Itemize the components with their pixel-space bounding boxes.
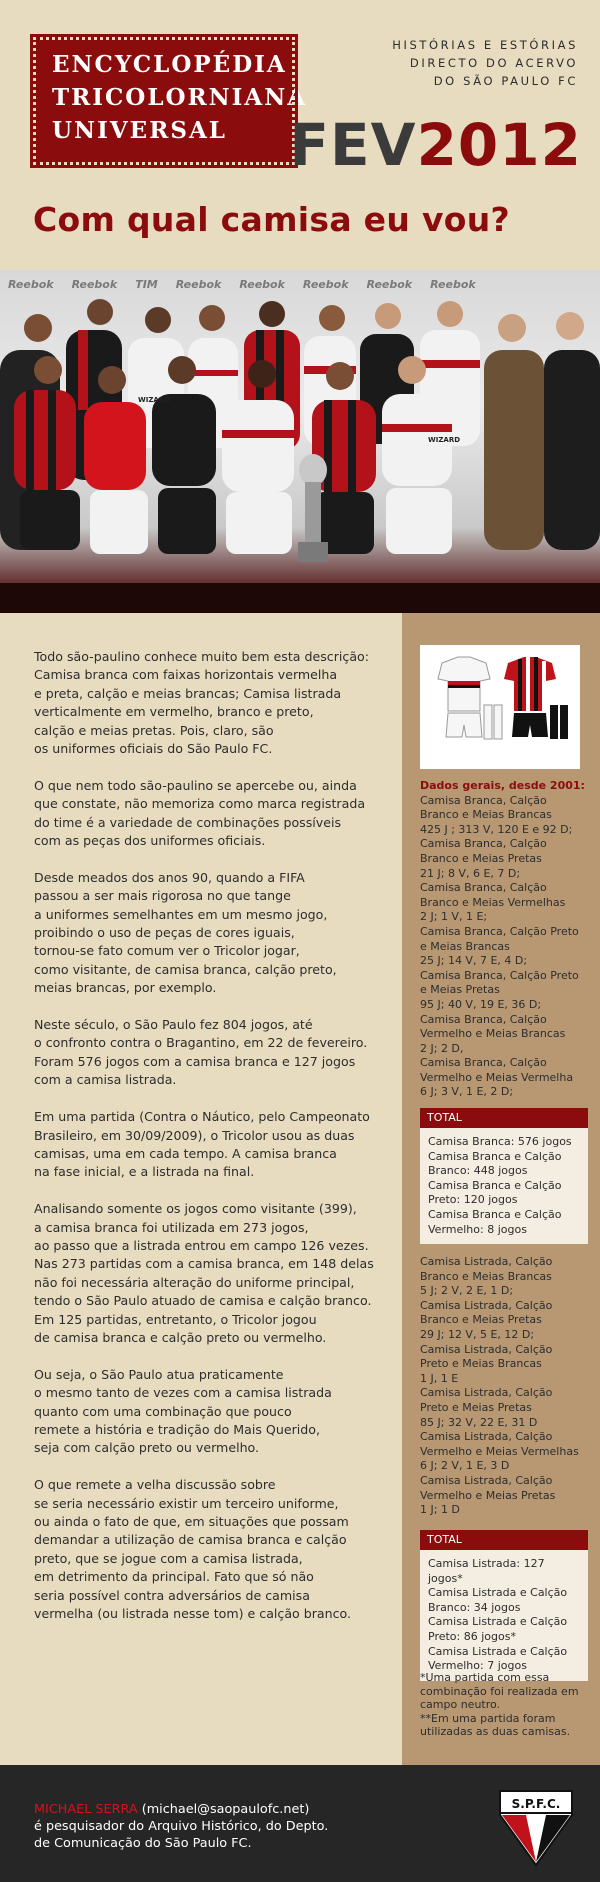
- article-line: que constate, não memoriza como marca registrada: [34, 796, 366, 812]
- total-label: TOTAL: [420, 1108, 588, 1128]
- article-line: e preta, calção e meias brancas; Camisa listrada: [34, 685, 342, 701]
- article-line: de camisa branca e calção preto ou vermelho.: [34, 1329, 327, 1345]
- article-line: se seria necessário existir um terceiro uniforme,: [34, 1495, 339, 1511]
- article-line: Desde meados dos anos 90, quando a FIFA: [34, 869, 305, 885]
- article-line: a camisa branca foi utilizada em 273 jogos,: [34, 1219, 309, 1235]
- total-striped-box: [420, 1530, 588, 1681]
- stat-line: Branco e Meias Brancas: [420, 1269, 552, 1283]
- stat-line: Camisa Branca, Calção: [420, 837, 547, 851]
- total-line: Camisa Listrada: 127 jogos*: [428, 1557, 545, 1585]
- footnote-line: campo neutro.: [420, 1698, 501, 1711]
- article-line: Ou seja, o São Paulo atua praticamente: [34, 1366, 284, 1382]
- shirt-sponsor-text: WIZARD: [138, 396, 171, 404]
- article-line: verticalmente em vermelho, branco e preto,: [34, 704, 314, 720]
- stat-line: 21 J; 8 V, 6 E, 7 D;: [420, 866, 521, 880]
- sponsor-word: Reebok: [71, 278, 118, 291]
- sponsor-word: Reebok: [239, 278, 285, 291]
- stat-line: Camisa Branca, Calção: [420, 1056, 547, 1070]
- tagline: [392, 36, 578, 90]
- stat-line: Camisa Listrada, Calção: [420, 1298, 553, 1312]
- article-paragraph: [34, 869, 374, 998]
- article-line: proibindo o uso de peças de cores iguais,: [34, 925, 295, 941]
- total-white-box: [420, 1108, 588, 1244]
- stats-sidebar: [402, 613, 600, 1765]
- article-line: os uniformes oficiais do São Paulo FC.: [34, 741, 273, 757]
- stat-line: Camisa Branca, Calção: [420, 1012, 547, 1026]
- stat-line: 6 J; 3 V, 1 E, 2 D;: [420, 1085, 514, 1099]
- article-line: meias brancas, por exemplo.: [34, 980, 217, 996]
- sponsor-word: TIM: [135, 278, 158, 291]
- team-photo-illustration: [0, 270, 600, 613]
- stat-line: 2 J; 1 V, 1 E;: [420, 910, 488, 924]
- article-line: tornou-se fato comum ver o Tricolor jogar,: [34, 943, 300, 959]
- stat-line: 2 J; 2 D,: [420, 1041, 464, 1055]
- tagline-line-2: DIRECTO DO ACERVO: [409, 56, 578, 70]
- stat-line: 1 J, 1 E: [420, 1371, 459, 1385]
- article-line: em detrimento da principal. Fato que só não: [34, 1569, 314, 1585]
- article-paragraph: [34, 1366, 374, 1458]
- article-line: passou a ser mais rigorosa no que tange: [34, 888, 291, 904]
- article-body: [34, 648, 374, 1642]
- sponsor-word: Reebok: [366, 278, 413, 291]
- tagline-line-3: DO SÃO PAULO FC: [433, 74, 578, 88]
- stat-line: Camisa Listrada, Calção: [420, 1430, 553, 1444]
- total-line: Preto: 86 jogos*: [428, 1629, 516, 1643]
- stat-line: Vermelho e Meias Pretas: [420, 1488, 556, 1502]
- stat-line: 85 J; 32 V, 22 E, 31 D: [420, 1415, 538, 1429]
- article-line: Analisando somente os jogos como visitante (399),: [34, 1201, 357, 1217]
- stat-line: Branco e Meias Pretas: [420, 1313, 542, 1327]
- stat-line: 5 J; 2 V, 2 E, 1 D;: [420, 1284, 514, 1298]
- logo-line-3: UNIVERSAL: [52, 117, 227, 144]
- article-line: Camisa branca com faixas horizontais vermelha: [34, 667, 338, 683]
- article-line: Brasileiro, em 30/09/2009), o Tricolor usou as duas: [34, 1127, 355, 1143]
- total-line: Vermelho: 7 jogos: [428, 1659, 527, 1673]
- stat-line: 95 J; 40 V, 19 E, 36 D;: [420, 997, 542, 1011]
- article-line: como visitante, de camisa branca, calção preto,: [34, 961, 337, 977]
- sponsor-word: Reebok: [302, 278, 349, 291]
- article-line: Em uma partida (Contra o Náutico, pelo Campeonato: [34, 1109, 370, 1125]
- article-line: tendo o São Paulo atuado de camisa e calção branco.: [34, 1293, 372, 1309]
- spfc-crest-icon: [498, 1789, 574, 1867]
- total-line: Camisa Branca: 576 jogos: [428, 1135, 572, 1148]
- publication-logo: [33, 37, 308, 165]
- stat-line: 6 J; 2 V, 1 E, 3 D: [420, 1459, 510, 1473]
- shirt-sponsor-text: WIZARD: [428, 436, 461, 444]
- total-line: Camisa Branca e Calção: [428, 1149, 562, 1163]
- stat-line: 1 J; 1 D: [420, 1503, 460, 1517]
- white-shirt-stats: [420, 779, 590, 1100]
- article-line: com as peças dos uniformes oficiais.: [34, 833, 266, 849]
- total-line: Branco: 34 jogos: [428, 1600, 521, 1614]
- uniforms-illustration: [420, 645, 580, 769]
- footnotes: [420, 1671, 590, 1739]
- issue-date: [289, 110, 582, 180]
- footnote-line: **Em uma partida foram: [420, 1711, 556, 1725]
- stat-line: Vermelho e Meias Brancas: [420, 1027, 566, 1041]
- article-line: quanto com uma combinação que pouco: [34, 1403, 292, 1419]
- stat-line: Branco e Meias Vermelhas: [420, 895, 566, 909]
- article-line: do time é a variedade de combinações possíveis: [34, 814, 342, 830]
- stat-line: Vermelho e Meias Vermelhas: [420, 1444, 579, 1458]
- author-bio-line-2: é pesquisador do Arquivo Histórico, do Depto.: [34, 1819, 329, 1834]
- stat-line: Camisa Branca, Calção Preto: [420, 968, 579, 982]
- total-line: Camisa Listrada e Calção: [428, 1586, 568, 1600]
- stat-line: Preto e Meias Brancas: [420, 1357, 542, 1371]
- article-line: com a camisa listrada.: [34, 1072, 177, 1088]
- stat-line: Camisa Branca, Calção: [420, 881, 547, 895]
- article-line: Todo são-paulino conhece muito bem esta descrição:: [34, 649, 369, 664]
- article-paragraph: [34, 1108, 374, 1182]
- article-line: a uniformes semelhantes em um mesmo jogo,: [34, 906, 328, 922]
- article-line: vermelha (ou listrada nesse tom) e calção branco.: [34, 1606, 352, 1622]
- article-paragraph: [34, 1016, 374, 1090]
- stat-line: Preto e Meias Pretas: [420, 1400, 532, 1414]
- sponsor-word: Reebok: [8, 278, 54, 291]
- article-paragraph: [34, 648, 374, 758]
- page-title: Com qual camisa eu vou?: [33, 200, 510, 239]
- stat-line: Camisa Listrada, Calção: [420, 1473, 553, 1487]
- article-line: seria possível contra adversários de camisa: [34, 1587, 310, 1603]
- stat-line: Vermelho e Meias Vermelha: [420, 1070, 574, 1084]
- article-line: demandar a utilização de camisa branca e calção: [34, 1532, 347, 1548]
- footnote-line: utilizadas as duas camisas.: [420, 1725, 571, 1738]
- sponsor-word: Reebok: [430, 278, 476, 291]
- issue-year: 2012: [416, 111, 582, 179]
- article-line: na fase inicial, e a listrada na final.: [34, 1164, 255, 1180]
- stat-line: 25 J; 14 V, 7 E, 4 D;: [420, 954, 528, 968]
- article-line: remete a história e tradição do Mais Querido,: [34, 1421, 320, 1437]
- article-line: o mesmo tanto de vezes com a camisa listrada: [34, 1385, 332, 1401]
- article-line: Em 125 partidas, entretanto, o Tricolor jogou: [34, 1311, 317, 1327]
- stat-line: Camisa Branca, Calção Preto: [420, 924, 579, 938]
- striped-shirt-stats: [420, 1255, 590, 1518]
- article-line: ou ainda o fato de que, em situações que possam: [34, 1513, 349, 1529]
- crest-text: S.P.F.C.: [511, 1797, 561, 1811]
- stat-line: 425 J ; 313 V, 120 E e 92 D;: [420, 822, 573, 836]
- total-line: Camisa Listrada e Calção: [428, 1615, 568, 1629]
- article-line: ao passo que a listrada entrou em campo 126 vezes.: [34, 1237, 369, 1253]
- article-paragraph: [34, 1200, 374, 1347]
- author-name: MICHAEL SERRA: [34, 1802, 138, 1817]
- total-line: Preto: 120 jogos: [428, 1193, 518, 1207]
- logo-line-1: ENCYCLOPÉDIA: [52, 51, 287, 78]
- team-photo: [0, 270, 600, 613]
- article-line: Foram 576 jogos com a camisa branca e 127 jogos: [34, 1053, 356, 1069]
- article-line: O que nem todo são-paulino se apercebe ou, ainda: [34, 777, 357, 793]
- footnote-line: combinação foi realizada em: [420, 1684, 579, 1698]
- stat-line: e Meias Brancas: [420, 939, 510, 953]
- article-line: seja com calção preto ou vermelho.: [34, 1440, 260, 1456]
- total-striped-list: [420, 1550, 588, 1681]
- article-line: não foi necessária alteração do uniforme principal,: [34, 1274, 355, 1290]
- footnote-line: *Uma partida com essa: [420, 1671, 550, 1684]
- issue-month: FEV: [289, 111, 417, 179]
- logo-line-2: TRICOLORNIANA: [52, 84, 308, 111]
- stat-line: Camisa Listrada, Calção: [420, 1342, 553, 1356]
- stat-line: 29 J; 12 V, 5 E, 12 D;: [420, 1327, 535, 1341]
- stat-line: Camisa Branca, Calção: [420, 793, 547, 807]
- total-line: Camisa Branca e Calção: [428, 1207, 562, 1221]
- author-email[interactable]: (michael@saopaulofc.net): [141, 1802, 310, 1817]
- author-bio-line-3: de Comunicação do São Paulo FC.: [34, 1836, 252, 1851]
- article-line: Nas 273 partidas com a camisa branca, em 148 delas: [34, 1256, 374, 1272]
- stat-line: e Meias Pretas: [420, 983, 500, 997]
- total-white-list: [420, 1128, 588, 1244]
- article-line: O que remete a velha discussão sobre: [34, 1477, 276, 1493]
- total-line: Vermelho: 8 jogos: [428, 1222, 527, 1236]
- article-line: camisas, uma em cada tempo. A camisa branca: [34, 1145, 337, 1161]
- stat-line: Camisa Listrada, Calção: [420, 1386, 553, 1400]
- stat-line: Camisa Listrada, Calção: [420, 1255, 553, 1268]
- article-line: o confronto contra o Bragantino, em 22 de fevereiro.: [34, 1035, 368, 1051]
- total-line: Camisa Branca e Calção: [428, 1178, 562, 1192]
- article-line: preto, que se jogue com a camisa listrada,: [34, 1550, 303, 1566]
- article-paragraph: [34, 1476, 374, 1623]
- stat-line: Branco e Meias Pretas: [420, 851, 542, 865]
- sponsor-word: Reebok: [175, 278, 222, 291]
- stat-line: Branco e Meias Brancas: [420, 808, 552, 822]
- tagline-line-1: HISTÓRIAS E ESTÓRIAS: [392, 38, 578, 52]
- page-header: [0, 0, 600, 270]
- article-paragraph: [34, 777, 374, 851]
- total-line: Branco: 448 jogos: [428, 1164, 528, 1178]
- article-line: calção e meias pretas. Pois, claro, são: [34, 722, 274, 738]
- article-line: Neste século, o São Paulo fez 804 jogos, até: [34, 1017, 313, 1033]
- total-label: TOTAL: [420, 1530, 588, 1550]
- stats-heading: Dados gerais, desde 2001:: [420, 779, 585, 792]
- author-bio: [34, 1801, 328, 1852]
- total-line: Camisa Listrada e Calção: [428, 1644, 568, 1658]
